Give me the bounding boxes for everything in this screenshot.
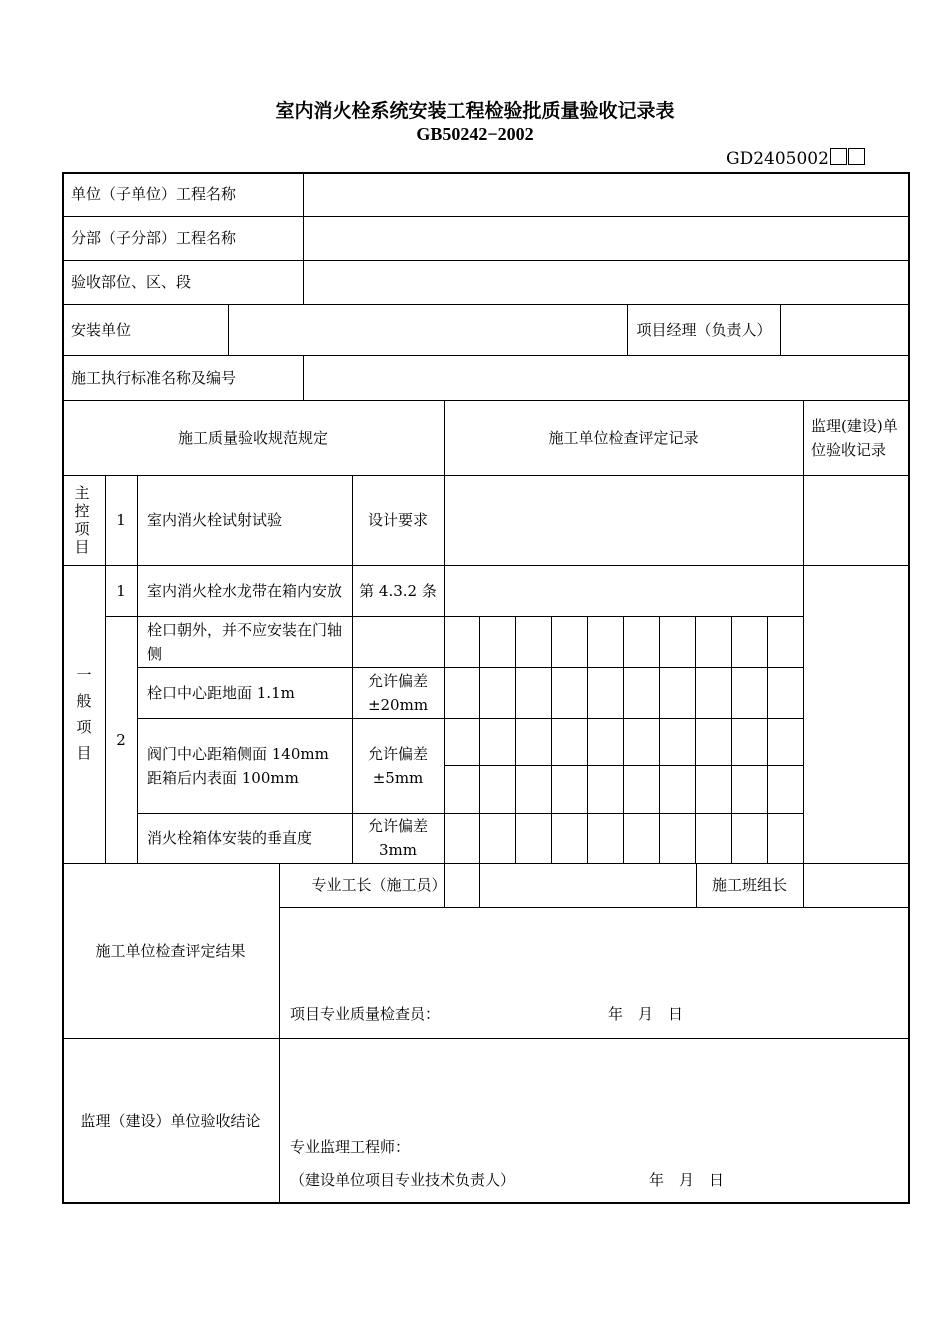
- owner-rep-label: （建设单位项目专业技术负责人）: [290, 1171, 516, 1189]
- grid-line: [908, 172, 910, 1204]
- grid-line: [780, 304, 781, 355]
- main-item-req: 设计要求: [367, 511, 428, 529]
- sub-item: 栓口朝外，并不应安装在门轴侧: [147, 620, 343, 663]
- location-label: 验收部位、区、段: [71, 273, 192, 291]
- sub-item: 消火栓箱体安装的垂直度: [147, 829, 313, 847]
- general-item1: 室内消火栓水龙带在箱内安放: [147, 581, 343, 600]
- spec-header: 施工质量验收规范规定: [177, 428, 328, 447]
- code-box[interactable]: [830, 148, 847, 165]
- conclusion-date: 年 月 日: [649, 1171, 725, 1189]
- grid-line: [627, 304, 628, 355]
- record-header: 施工单位检查评定记录: [548, 428, 699, 447]
- main-item: 室内消火栓试射试验: [147, 511, 283, 529]
- conclusion-label: 监理（建设）单位验收结论: [80, 1112, 261, 1130]
- grid-line: [303, 172, 304, 304]
- sub-item-req: 允许偏差3mm: [367, 817, 428, 859]
- grid-line: [731, 616, 732, 863]
- form-code-text: GD2405002: [726, 149, 829, 169]
- grid-line: [659, 616, 660, 863]
- exec-standard-label: 施工执行标准名称及编号: [71, 368, 237, 387]
- general-item2-num: 2: [116, 730, 126, 749]
- main-item-num: 1: [116, 511, 126, 529]
- grid-line: [303, 355, 304, 400]
- general-item1-num: 1: [116, 581, 126, 600]
- sub-item-req: 允许偏差±5mm: [367, 744, 428, 787]
- sub-item-req: [352, 616, 444, 667]
- unit-project-label: 单位（子单位）工程名称: [71, 185, 237, 203]
- code-box[interactable]: [848, 148, 865, 165]
- foreman-label: 专业工长（施工员）: [311, 876, 447, 894]
- supervision-header: 监理(建设)单位验收记录: [811, 416, 898, 459]
- installer-label: 安装单位: [71, 320, 132, 339]
- result-label: 施工单位检查评定结果: [95, 941, 246, 960]
- grid-line: [228, 304, 229, 355]
- general-label: 一般项目: [76, 666, 92, 762]
- form-title: 室内消火栓系统安装工程检验批质量验收记录表: [275, 100, 675, 122]
- general-item1-req: 第 4.3.2 条: [359, 581, 437, 600]
- team-leader-label: 施工班组长: [711, 876, 787, 894]
- sub-item: 栓口中心距地面 1.1m: [147, 683, 295, 702]
- standard-code: GB50242−2002: [416, 124, 534, 144]
- main-control-label: 主控项目: [74, 484, 90, 556]
- form-code: [726, 148, 865, 169]
- inspection-form: [62, 172, 910, 1204]
- grid-line: [479, 616, 480, 863]
- result-date: 年 月 日: [608, 1005, 684, 1023]
- grid-line: [803, 400, 804, 907]
- manager-label: 项目经理（负责人）: [636, 320, 772, 339]
- grid-line: [767, 616, 768, 863]
- engineer-label: 专业监理工程师：: [290, 1138, 411, 1156]
- grid-line: [623, 616, 624, 863]
- sub-project-label: 分部（子分部）工程名称: [71, 229, 237, 247]
- grid-line: [551, 616, 552, 863]
- grid-line: [695, 616, 696, 863]
- sub-item-req: 允许偏差±20mm: [367, 671, 429, 714]
- sub-item: 阀门中心距箱侧面 140mm 距箱后内表面 100mm: [147, 744, 329, 787]
- inspector-label: 项目专业质量检查员：: [290, 1005, 441, 1023]
- grid-line: [515, 616, 516, 863]
- grid-line: [587, 616, 588, 863]
